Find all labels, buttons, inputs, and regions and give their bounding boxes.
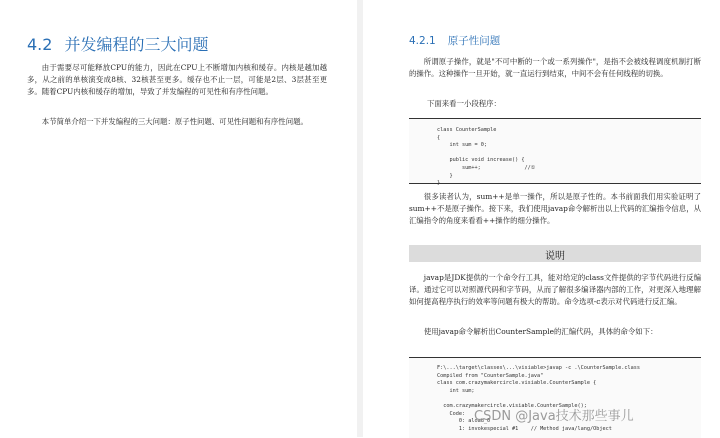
summary-paragraph: 本节简单介绍一下并发编程的三大问题：原子性问题、可见性问题和有序性问题。 xyxy=(41,117,308,126)
csdn-watermark: CSDN @Java技术那些事儿 xyxy=(474,409,634,424)
right-page xyxy=(363,0,720,437)
command-intro-paragraph: 使用javap命令解析出CounterSample的汇编代码，具体的命令如下： xyxy=(423,327,658,336)
section-title: 并发编程的三大问题 xyxy=(64,35,209,54)
javap-description-paragraph: javap是JDK提供的一个命令行工具，能对给定的class文件提供的字节代码进行反编译。通过它可以对照源代码和字节码，从而了解很多编译器内部的工作，对更深入地理解如何提高程序执行的效率等问题有极大的帮助。命令选项-c表示对代码进行反汇编。 xyxy=(409,273,701,306)
subsection-title: 原子性问题 xyxy=(447,35,501,47)
code-listing-counter-sample xyxy=(409,118,701,187)
code-listing-javap-output xyxy=(409,357,701,438)
section-heading xyxy=(27,32,208,55)
intro-paragraph: 由于需要尽可能释放CPU的能力，因此在CPU上不断增加内核和缓存。内核是越加越多，从之前的单核演变成8核、32核甚至更多。缓存也不止一层，可能是2层、3层甚至更多。随着CPU内核和缓存的增加，导致了并发编程的可见性和有序性问题。 xyxy=(27,63,327,96)
note-title: 说明 xyxy=(545,251,565,262)
section-number: 4.2 xyxy=(27,35,53,54)
code-intro-paragraph: 下面来看一小段程序： xyxy=(427,99,501,108)
atomic-definition-paragraph: 所谓原子操作，就是"不可中断的一个或一系列操作"，是指不会被线程调度机制打断的操作。这种操作一旦开始，就一直运行到结束，中间不会有任何线程的切换。 xyxy=(409,57,701,78)
code-text: class CounterSample { int sum = 0; public void increase() { sum++; //① } } xyxy=(437,127,536,187)
subsection-number: 4.2.1 xyxy=(409,35,436,47)
subsection-heading xyxy=(409,33,500,48)
left-page xyxy=(0,0,357,437)
explanation-paragraph: 很多读者认为，sum++是单一操作，所以是原子性的。本书前面我们用实验证明了sum++不是原子操作。接下来，我们使用javap命令解析出以上代码的汇编指令信息，从汇编指令的角度来看看++操作的细分操作。 xyxy=(409,192,701,225)
code-text: F:\...\target\classes\...\visiable>javap -c .\CounterSample.class Compiled from "CounterSample.java" class com.crazymakercircle.visiable.CounterSample { int sum; com.crazymakercircle.visiable.CounterSample(); Code: 0: aload_0 1: invokespecial #1 // Method java/lang/Object xyxy=(437,365,641,432)
note-header xyxy=(409,245,701,262)
